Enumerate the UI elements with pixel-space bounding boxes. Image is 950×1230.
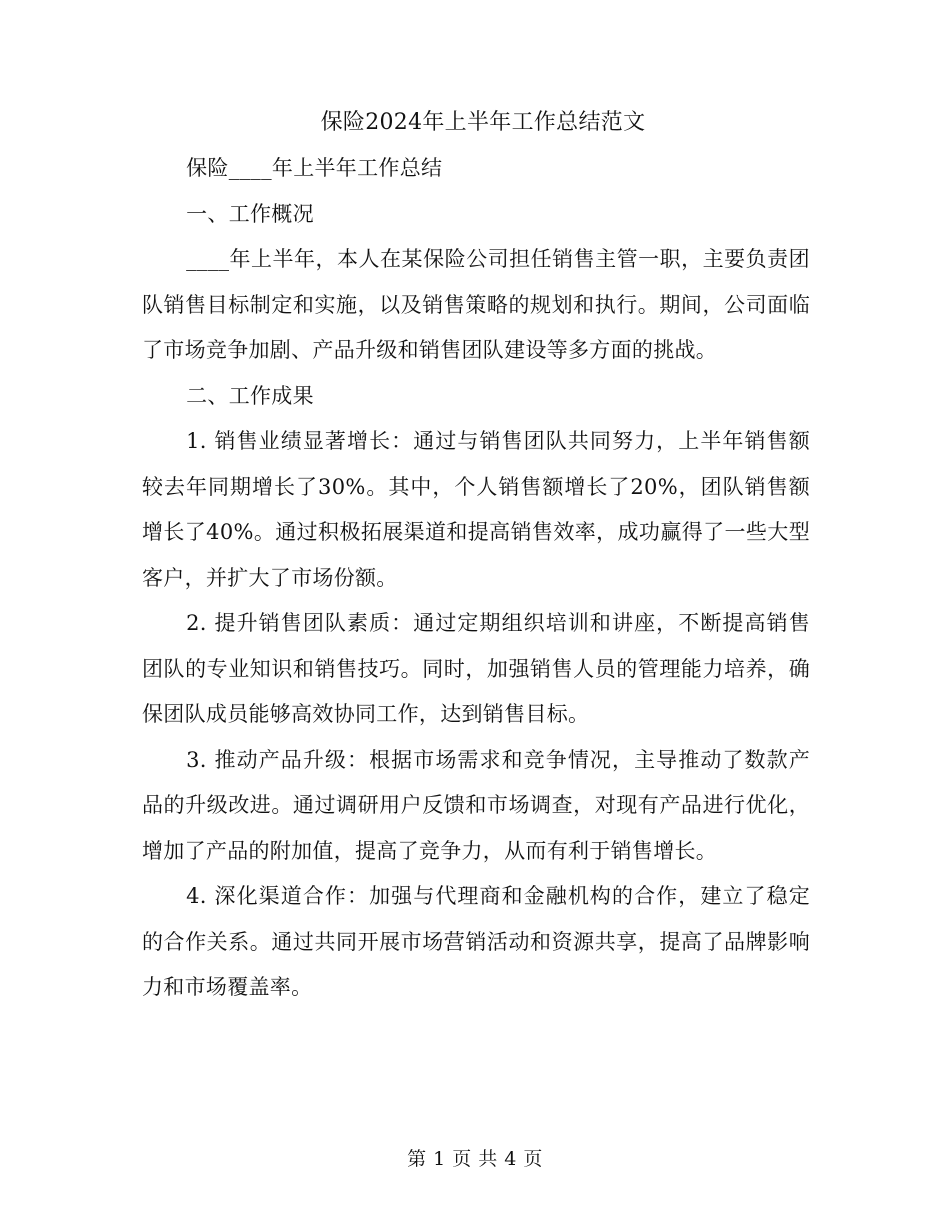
result-item-channel-cooperation: 4. 深化渠道合作：加强与代理商和金融机构的合作，建立了稳定的合作关系。通过共同开展市场营销活动和资源共享，提高了品牌影响力和市场覆盖率。 [142,884,810,999]
result-item-product-upgrade: 3. 推动产品升级：根据市场需求和竞争情况，主导推动了数款产品的升级改进。通过调研用户反馈和市场调查，对现有产品进行优化，增加了产品的附加值，提高了竞争力，从而有利于销售增长。 [142,747,810,863]
document-title: 保险2024年上半年工作总结范文 [320,110,646,135]
overview-paragraph: ____年上半年，本人在某保险公司担任销售主管一职，主要负责团队销售目标制定和实施，以及销售策略的规划和执行。期间，公司面临了市场竞争加剧、产品升级和销售团队建设等多方面的挑战。 [142,247,810,362]
subtitle-paragraph: 保险____年上半年工作总结 [186,156,443,180]
document-body [142,100,810,1011]
section-heading-overview: 一、工作概况 [186,201,314,226]
result-item-team-quality: 2. 提升销售团队素质：通过定期组织培训和讲座，不断提高销售团队的专业知识和销售技巧。同时，加强销售人员的管理能力培养，确保团队成员能够高效协同工作，达到销售目标。 [142,611,810,726]
page-number-footer: 第 1 页 共 4 页 [407,1148,543,1170]
section-heading-results: 二、工作成果 [186,383,314,408]
result-item-sales-growth: 1. 销售业绩显著增长：通过与销售团队共同努力，上半年销售额较去年同期增长了30%。其中，个人销售额增长了20%，团队销售额增长了40%。通过积极拓展渠道和提高销售效率，成功赢得了一些大型客户，并扩大了市场份额。 [142,429,810,590]
